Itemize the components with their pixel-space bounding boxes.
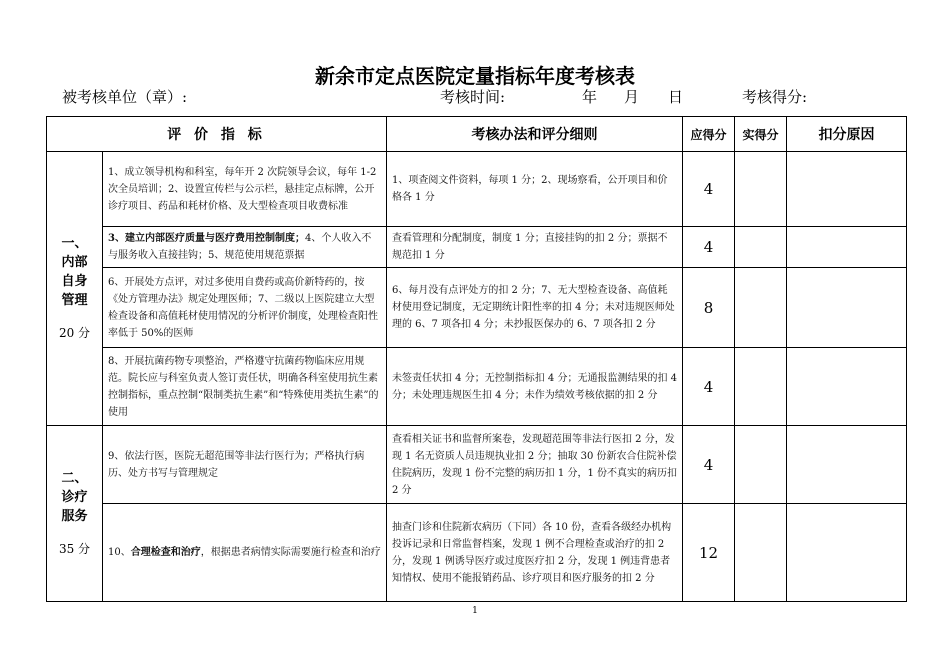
method-cell: 查看相关证书和监督所案卷，发现超范围等非法行医扣 2 分，发现 1 名无资质人员违规执业扣 2 分；抽取 30 份新农合住院补偿住院病历，发现 1 份不完整的病历扣 1 分，1 份不真实的病历扣 2 分 (387, 426, 683, 504)
score-label: 考核得分: (742, 88, 808, 106)
reason-cell[interactable] (787, 152, 907, 227)
criteria-cell (103, 268, 387, 348)
expected-score: 4 (683, 348, 735, 426)
table-row (47, 504, 907, 602)
document-title: 新余市定点医院定量指标年度考核表 (315, 64, 635, 88)
criteria-text: 1、成立领导机构和科室，每年开 2 次院领导会议，每年 1-2 次全员培训；2、设置宣传栏与公示栏，悬挂定点标牌，公开诊疗项目、药品和耗材价格、及大型检查项目收费标准 (108, 166, 377, 212)
expected-score: 4 (683, 152, 735, 227)
reason-cell[interactable] (787, 426, 907, 504)
criteria-text: 4、个人收入不与服务收入直接挂钩；5、规范使用规范票据 (108, 233, 372, 261)
criteria-bold: 3、建立内部医疗质量与医疗费用控制制度； (108, 233, 305, 244)
category-points: 20 分 (58, 326, 91, 340)
criteria-cell (103, 348, 387, 426)
category-line: 管理 (61, 293, 88, 308)
category-line: 服务 (61, 508, 88, 524)
header-criteria: 评 价 指 标 (47, 117, 387, 152)
method-cell: 6、每月没有点评处方的扣 2 分；7、无大型检查设备、高值耗材使用登记制度，无定期统计阳性率的扣 4 分；未对违规医师处理的 6、7 项各扣 4 分；未抄报医保办的 6、7 项各扣 2 分 (387, 268, 683, 348)
actual-score-cell[interactable] (735, 227, 787, 268)
header-reason: 扣分原因 (787, 117, 907, 152)
criteria-text: 6、开展处方点评，对过多使用自费药或高价新特药的，按《处方管理办法》规定处理医师；7、二级以上医院建立大型检查设备和高值耗材使用情况的分析评价制度，处理检查阳性率低于 50%的医师 (108, 276, 378, 339)
header-method: 考核办法和评分细则 (387, 117, 683, 152)
category-cell (47, 152, 103, 426)
criteria-cell (103, 227, 387, 268)
category-line: 二、 (61, 470, 88, 486)
table-row (47, 227, 907, 268)
category-line: 自身 (61, 274, 88, 289)
reason-cell[interactable] (787, 227, 907, 268)
criteria-text: ，根据患者病情实际需要施行检查和治疗 (200, 547, 381, 558)
method-cell: 抽查门诊和住院新农病历（下同）各 10 份，查看各级经办机构投诉记录和日常监督档案，发现 1 例不合理检查或治疗的扣 2 分，发现 1 例诱导医疗或过度医疗扣 2 分，发现 1 例违背患者知情权、使用不能报销药品、诊疗项目和医疗服务的扣 2 分 (387, 504, 683, 602)
expected-score: 8 (683, 268, 735, 348)
category-line: 诊疗 (61, 489, 88, 505)
method-cell: 未签责任状扣 4 分；无控制指标扣 4 分；无通报监测结果的扣 4 分；未处理违规医生扣 4 分；未作为绩效考核依据的扣 2 分 (387, 348, 683, 426)
criteria-text: 8、开展抗菌药物专项整治，严格遵守抗菌药物临床应用规范。院长应与科室负责人签订责任状，明确各科室使用抗生素控制指标，重点控制“限制类抗生素”和“特殊使用类抗生素”的使用 (108, 355, 379, 418)
unit-label: 被考核单位（章）: (62, 88, 188, 106)
header-expected: 应得分 (683, 117, 735, 152)
month-label: 月 (624, 88, 640, 106)
criteria-cell (103, 426, 387, 504)
table-row (47, 152, 907, 227)
page-number: 1 (472, 606, 478, 616)
day-label: 日 (668, 88, 684, 106)
expected-score: 4 (683, 426, 735, 504)
method-cell: 查看管理和分配制度，制度 1 分；直接挂钩的扣 2 分；票据不规范扣 1 分 (387, 227, 683, 268)
criteria-prefix: 10、 (108, 547, 131, 558)
criteria-text: 9、依法行医，医院无超范围等非法行医行为；严格执行病历、处方书写与管理规定 (108, 450, 365, 479)
actual-score-cell[interactable] (735, 426, 787, 504)
header-row (47, 117, 907, 152)
assessment-table (46, 116, 907, 602)
actual-score-cell[interactable] (735, 152, 787, 227)
reason-cell[interactable] (787, 504, 907, 602)
year-label: 年 (582, 88, 598, 106)
reason-cell[interactable] (787, 268, 907, 348)
table-row (47, 268, 907, 348)
method-cell: 1、项查阅文件资料，每项 1 分；2、现场察看，公开项目和价格各 1 分 (387, 152, 683, 227)
category-line: 一、 (61, 236, 88, 251)
time-label: 考核时间: (440, 88, 506, 106)
expected-score: 12 (683, 504, 735, 602)
criteria-cell (103, 504, 387, 602)
table-row (47, 426, 907, 504)
actual-score-cell[interactable] (735, 504, 787, 602)
reason-cell[interactable] (787, 348, 907, 426)
category-points: 35 分 (58, 541, 91, 556)
actual-score-cell[interactable] (735, 348, 787, 426)
category-cell (47, 426, 103, 602)
actual-score-cell[interactable] (735, 268, 787, 348)
expected-score: 4 (683, 227, 735, 268)
category-line: 内部 (61, 255, 88, 270)
header-actual: 实得分 (735, 117, 787, 152)
criteria-cell (103, 152, 387, 227)
criteria-bold: 合理检查和治疗 (130, 547, 201, 558)
table-row (47, 348, 907, 426)
